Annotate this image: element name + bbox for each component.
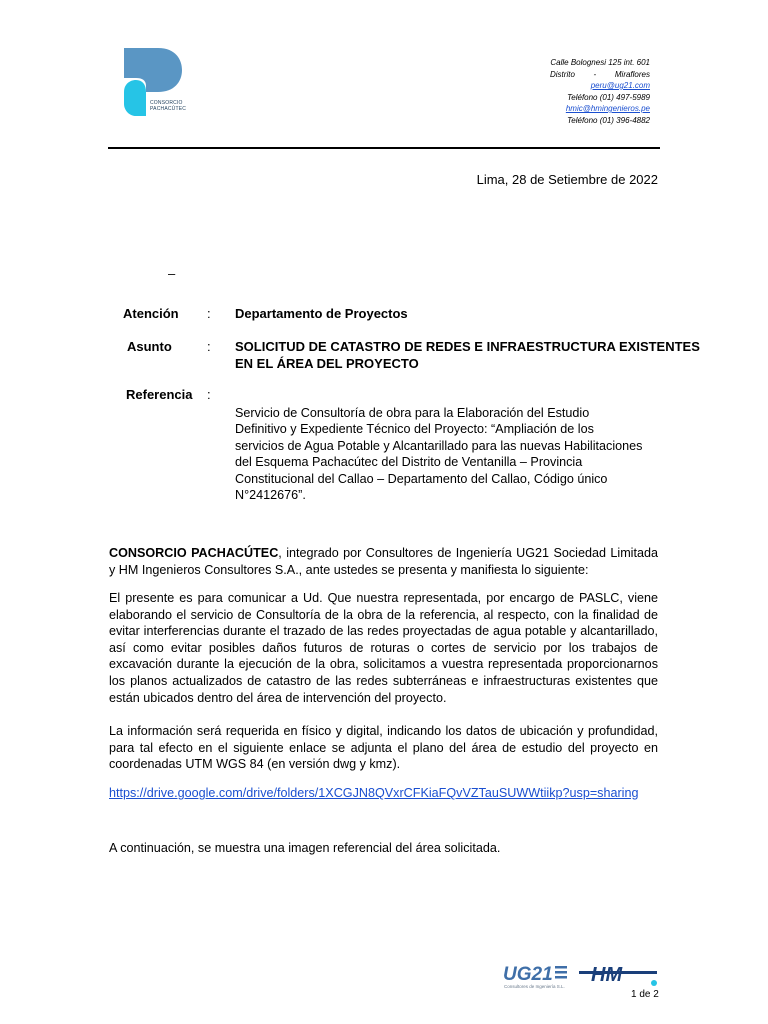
asunto-colon: : — [207, 339, 211, 354]
phone-hm: Teléfono (01) 396-4882 — [567, 115, 650, 125]
logo-line-2: PACHACÚTEC — [150, 106, 187, 112]
logo-line-1: CONSORCIO — [150, 100, 183, 106]
drive-folder-link[interactable]: https://drive.google.com/drive/folders/1XCGJN8QVxrCFKiaFQvVZTauSUWWtiikp?usp=sharing — [109, 786, 639, 800]
hm-logo: HM — [591, 964, 623, 986]
asunto-line-2: EN EL ÁREA DEL PROYECTO — [235, 355, 419, 371]
phone-ug21: Teléfono (01) 497-5989 — [567, 92, 650, 102]
referencia-line: Constitucional del Callao – Departamento del Callao, Código único — [235, 471, 608, 486]
paragraph-intro — [109, 545, 658, 578]
referencia-label: Referencia — [126, 387, 193, 402]
address: Calle Bolognesi 125 int. 601 — [550, 58, 650, 67]
district-line — [550, 69, 650, 81]
contact-block — [550, 57, 650, 126]
email-hm-link[interactable]: hmic@hmingenieros.pe — [565, 104, 650, 113]
atencion-label: Atención — [123, 306, 179, 321]
intro-text: , integrado por Consultores de Ingeniería UG21 Sociedad Limitada y HM Ingenieros Consultores S.A., ante ustedes se presenta y manifiesta lo siguiente: — [109, 546, 658, 577]
company-name: CONSORCIO PACHACÚTEC — [109, 546, 279, 560]
paragraph-info: La información será requerida en físico y digital, indicando los datos de ubicación y profundidad, para tal efecto en el siguiente enlace se adjunta el plano del área de estudio del proyecto en coordenadas UTM WGS 84 (en versión dwg y kmz). — [109, 724, 658, 772]
asunto-label: Asunto — [127, 339, 172, 354]
referencia-line: N°2412676”. — [235, 488, 306, 503]
district-separator: - — [593, 69, 597, 79]
asunto-value — [235, 339, 700, 372]
referencia-line: Servicio de Consultoría de obra para la Elaboración del Estudio — [235, 406, 590, 420]
asunto-line-1: SOLICITUD DE CATASTRO DE REDES E INFRAESTRUCTURA EXISTENTES — [235, 339, 700, 354]
district-label: Distrito — [550, 69, 575, 79]
page-number: 1 de 2 — [631, 989, 659, 1000]
referencia-line: del Esquema Pachacútec del Distrito de Ventanilla – Provincia — [235, 455, 583, 470]
paragraph-closing: A continuación, se muestra una imagen referencial del área solicitada. — [109, 841, 501, 855]
footer-logos — [503, 960, 659, 992]
referencia-line: servicios de Agua Potable y Alcantarillado para las nuevas Habilitaciones — [235, 438, 643, 453]
paragraph-request: El presente es para comunicar a Ud. Que nuestra representada, por encargo de PASLC, viene elaborando el servicio de Consultoría de la obra de la referencia, al respecto, con la finalidad de evitar interferencias durante el trazado de las redes proyectadas de agua potable y alcantarillado, así como evitar posibles daños futuros de roturas o cortes de servicio por los trabajos de excavación durante la ejecución de la obra, solicitamos a vuestra representada proporcionarnos los planos actualizados de catastro de las redes subterráneas e infraestructuras existentes que están ubicados dentro del área de intervención del proyecto. — [109, 591, 658, 705]
referencia-colon: : — [207, 387, 211, 402]
referencia-value — [235, 405, 655, 503]
ug21-subtitle: Consultores de Ingeniería S.L. — [504, 984, 565, 989]
atencion-colon: : — [207, 306, 211, 321]
referencia-line: Definitivo y Expediente Técnico del Proyecto: “Ampliación de los — [235, 422, 594, 437]
email-ug21-link[interactable]: peru@ug21.com — [590, 81, 650, 90]
recipient-dash: – — [168, 266, 176, 281]
district-name: Miraflores — [614, 69, 650, 79]
logo-caption — [150, 100, 186, 112]
atencion-value: Departamento de Proyectos — [235, 306, 408, 321]
ug21-logo: UG21 — [503, 964, 553, 985]
header-divider — [108, 147, 660, 149]
letter-date: Lima, 28 de Setiembre de 2022 — [476, 172, 658, 187]
